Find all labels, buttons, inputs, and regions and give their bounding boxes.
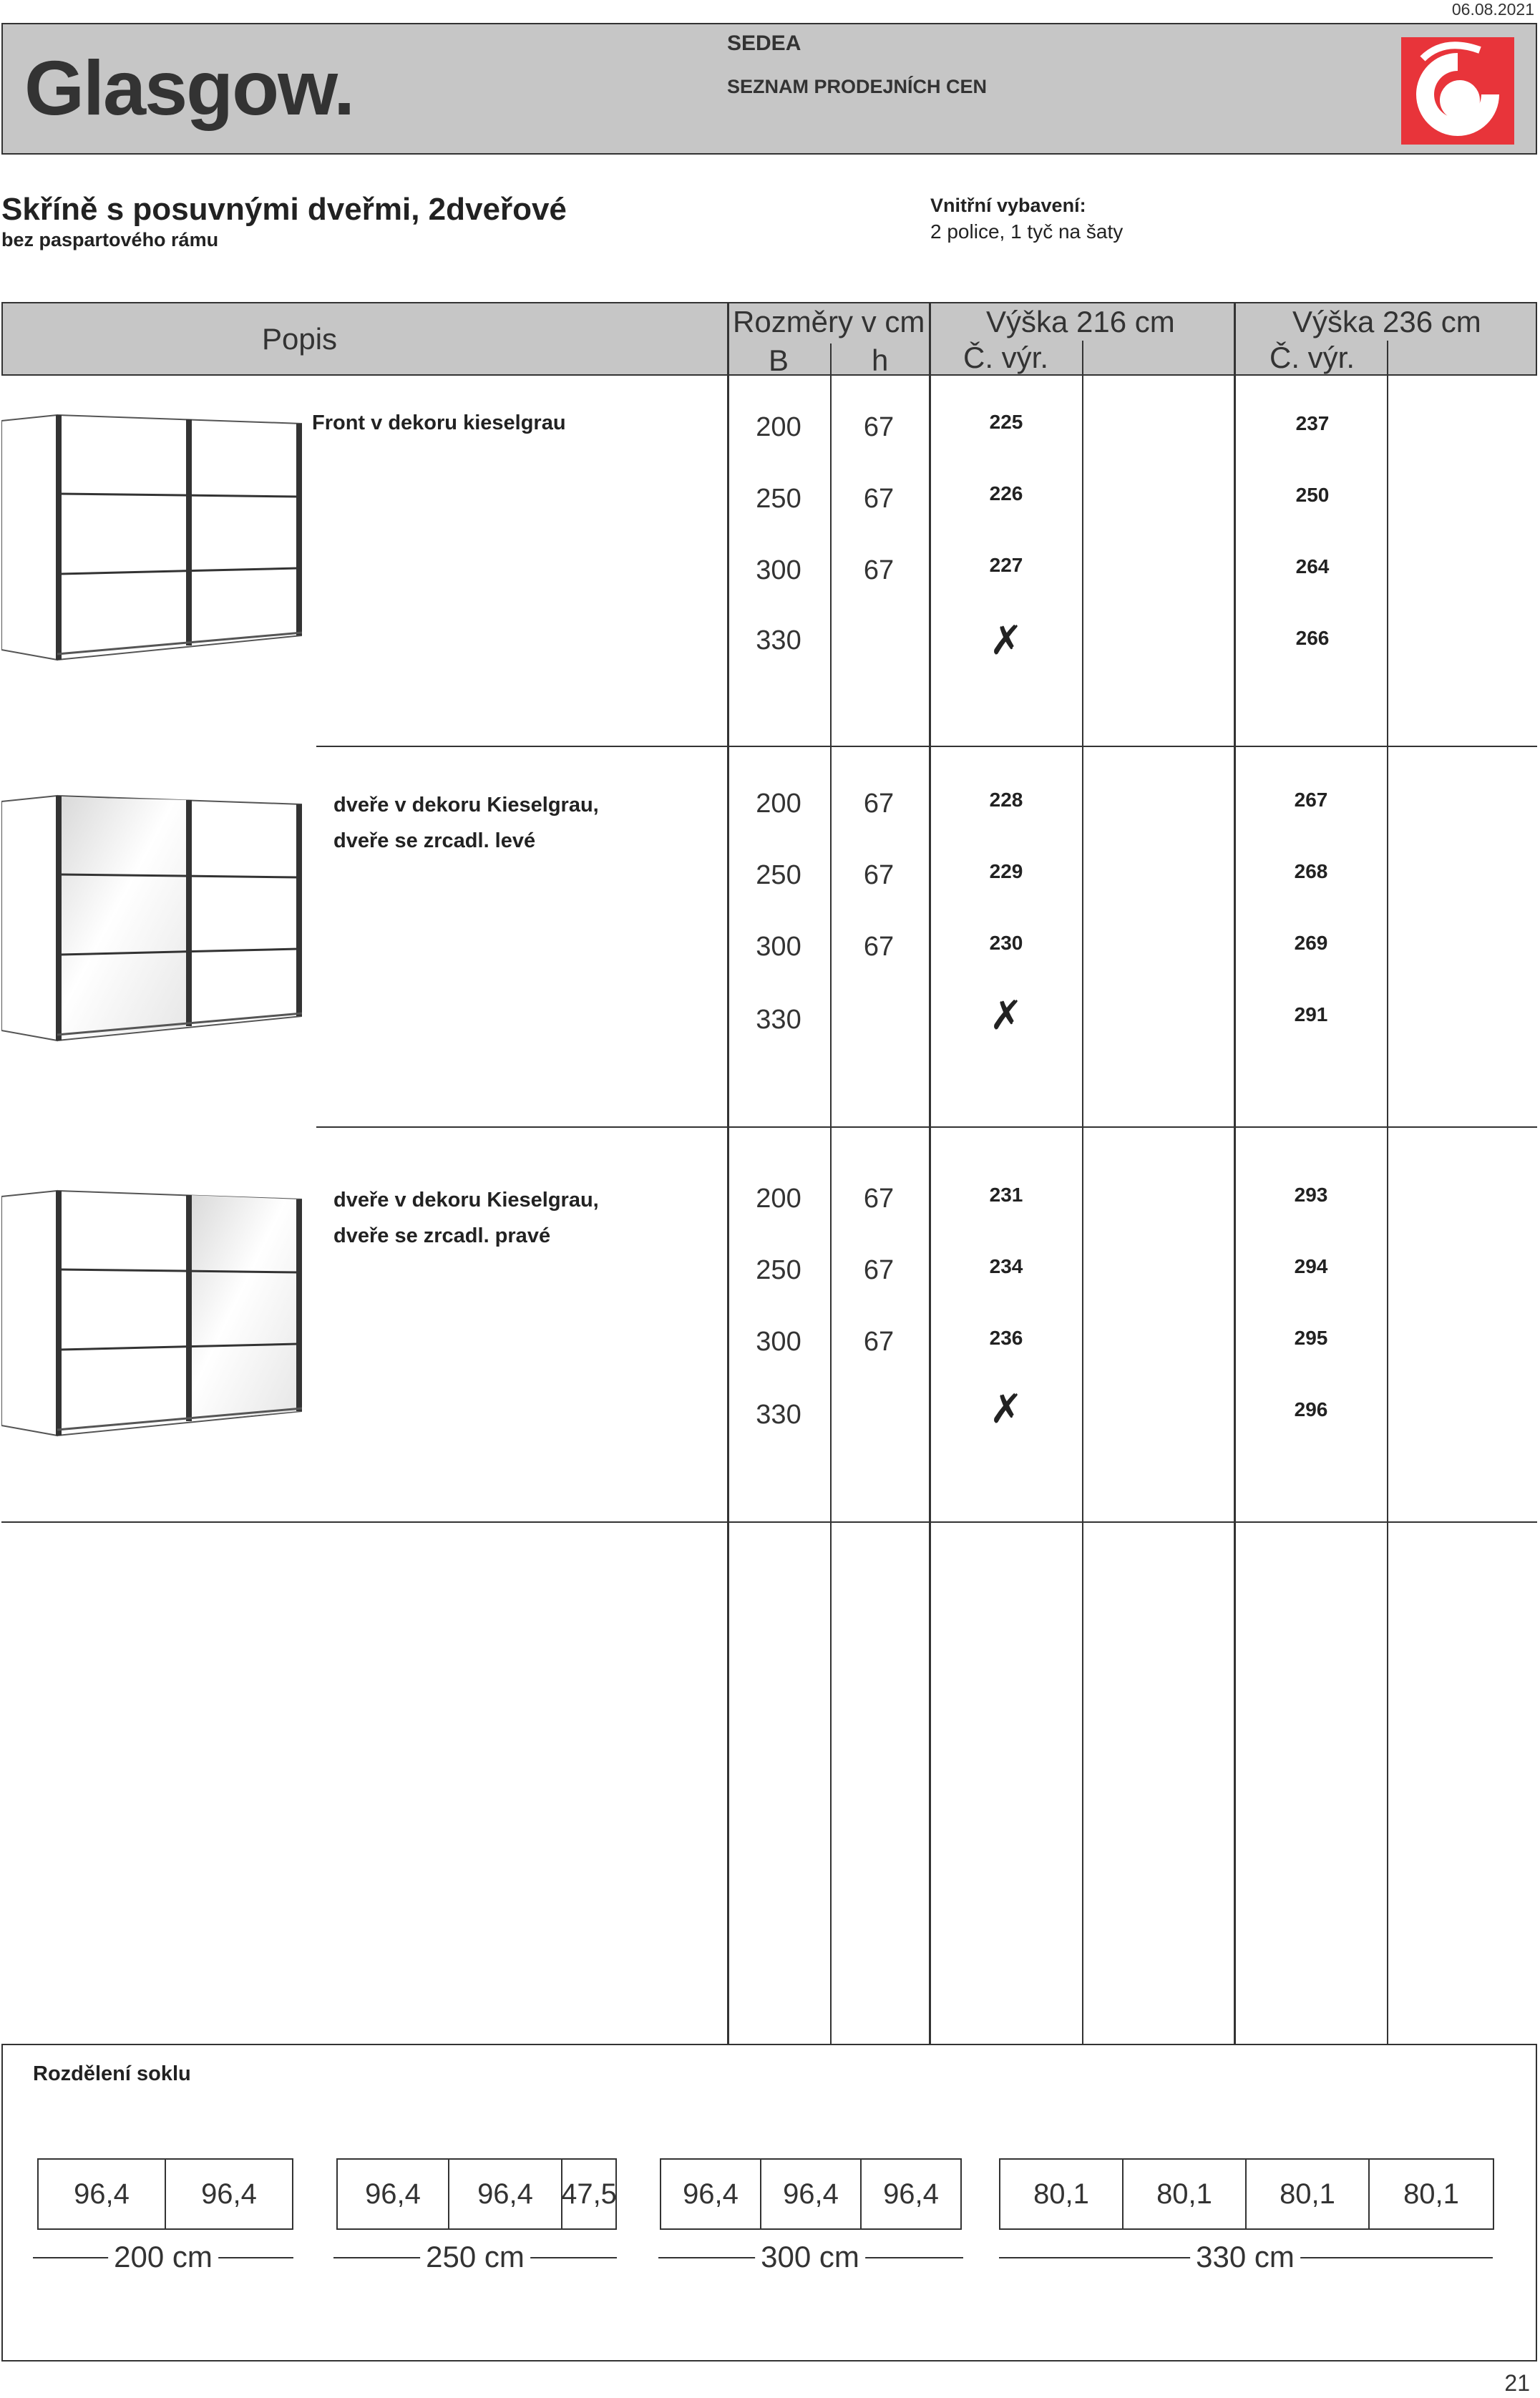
not-available-mark: ✗	[989, 618, 1023, 663]
width-value: 250	[756, 484, 801, 514]
wardrobe-mirror-left-drawing	[1, 794, 302, 1042]
group-description: dveře v dekoru Kieselgrau,	[333, 1189, 599, 1212]
width-value: 200	[756, 1184, 801, 1214]
company-name: SEDEA	[727, 31, 801, 55]
not-available-mark: ✗	[989, 1386, 1023, 1431]
equipment-title: Vnitřní vybavení:	[930, 195, 1086, 216]
not-available-mark: ✗	[989, 993, 1023, 1038]
plinth-segment: 96,4	[336, 2158, 449, 2230]
product-subtitle: bez paspartového rámu	[1, 229, 219, 250]
column-divider	[1387, 341, 1388, 2045]
group-description: Front v dekoru kieselgrau	[312, 411, 566, 434]
plinth-segment: 96,4	[165, 2158, 293, 2230]
depth-value: 67	[863, 860, 895, 890]
brand-title: Glasgow.	[24, 44, 354, 131]
plinth-segment: 80,1	[1245, 2158, 1370, 2230]
group-description: dveře v dekoru Kieselgrau,	[333, 794, 599, 817]
code-216: 225	[989, 411, 1023, 433]
plinth-total-width: 250 cm	[420, 2240, 530, 2274]
width-value: 330	[756, 1005, 801, 1035]
width-value: 200	[756, 412, 801, 442]
code-236: 295	[1294, 1327, 1328, 1349]
code-236: 268	[1294, 860, 1328, 882]
header-code-236: Č. výr.	[1269, 341, 1355, 374]
header-height-236: Výška 236 cm	[1292, 305, 1481, 338]
code-236: 264	[1295, 555, 1330, 577]
plinth-segment: 96,4	[860, 2158, 962, 2230]
plinth-segment: 96,4	[660, 2158, 761, 2230]
width-value: 300	[756, 555, 801, 585]
code-236: 237	[1295, 412, 1330, 434]
width-value: 330	[756, 625, 801, 655]
header-width: B	[769, 343, 789, 377]
code-216: 231	[989, 1184, 1023, 1206]
wardrobe-plain-drawing	[1, 414, 302, 661]
code-216: 236	[989, 1327, 1023, 1349]
depth-value: 67	[863, 412, 895, 442]
equipment-text: 2 police, 1 tyč na šaty	[930, 220, 1124, 243]
depth-value: 67	[863, 932, 895, 962]
plinth-total-width: 330 cm	[1190, 2240, 1300, 2274]
code-236: 267	[1294, 789, 1328, 811]
product-title: Skříně s posuvnými dveřmi, 2dveřové	[1, 192, 567, 227]
depth-value: 67	[863, 789, 895, 819]
code-236: 269	[1294, 932, 1328, 954]
code-236: 250	[1295, 484, 1330, 506]
plinth-segment: 47,5	[561, 2158, 617, 2230]
width-value: 330	[756, 1400, 801, 1430]
depth-value: 67	[863, 484, 895, 514]
width-value: 250	[756, 1255, 801, 1285]
plinth-segment: 80,1	[1368, 2158, 1494, 2230]
group-separator	[316, 746, 1537, 747]
depth-value: 67	[863, 1255, 895, 1285]
document-date: 06.08.2021	[1451, 0, 1534, 19]
code-236: 294	[1294, 1255, 1328, 1277]
code-216: 227	[989, 554, 1023, 576]
depth-value: 67	[863, 1184, 895, 1214]
width-value: 200	[756, 789, 801, 819]
code-216: 228	[989, 789, 1023, 811]
plinth-total-width: 300 cm	[755, 2240, 865, 2274]
plinth-title: Rozdělení soklu	[33, 2062, 191, 2085]
code-216: 234	[989, 1255, 1023, 1277]
group-description: dveře se zrcadl. levé	[333, 829, 536, 852]
plinth-segment: 80,1	[999, 2158, 1124, 2230]
plinth-segment: 96,4	[37, 2158, 166, 2230]
code-236: 291	[1294, 1003, 1328, 1025]
group-separator	[316, 1126, 1537, 1128]
code-236: 266	[1295, 627, 1330, 649]
header-code-216: Č. výr.	[963, 341, 1049, 374]
column-divider	[1234, 302, 1236, 2045]
page-number: 21	[1504, 2370, 1530, 2396]
width-value: 300	[756, 932, 801, 962]
wardrobe-mirror-right-drawing	[1, 1189, 302, 1437]
code-236: 293	[1294, 1184, 1328, 1206]
column-divider	[929, 302, 931, 2045]
sedea-logo-icon	[1401, 37, 1514, 145]
plinth-segment: 80,1	[1122, 2158, 1247, 2230]
document-type: SEZNAM PRODEJNÍCH CEN	[727, 76, 988, 97]
code-216: 229	[989, 860, 1023, 882]
width-value: 300	[756, 1327, 801, 1357]
column-divider	[727, 302, 729, 2045]
header-depth: h	[872, 343, 889, 377]
plinth-segment: 96,4	[760, 2158, 862, 2230]
column-divider	[830, 343, 832, 2045]
group-description: dveře se zrcadl. pravé	[333, 1224, 551, 1247]
plinth-total-width: 200 cm	[108, 2240, 218, 2274]
width-value: 250	[756, 860, 801, 890]
code-236: 296	[1294, 1398, 1328, 1420]
column-divider	[1082, 341, 1083, 2045]
header-description: Popis	[262, 322, 338, 356]
group-separator	[1, 1521, 1537, 1523]
code-216: 226	[989, 482, 1023, 505]
depth-value: 67	[863, 1327, 895, 1357]
plinth-segment: 96,4	[448, 2158, 562, 2230]
code-216: 230	[989, 932, 1023, 954]
header-dimensions: Rozměry v cm	[733, 305, 925, 338]
header-height-216: Výška 216 cm	[986, 305, 1175, 338]
depth-value: 67	[863, 555, 895, 585]
